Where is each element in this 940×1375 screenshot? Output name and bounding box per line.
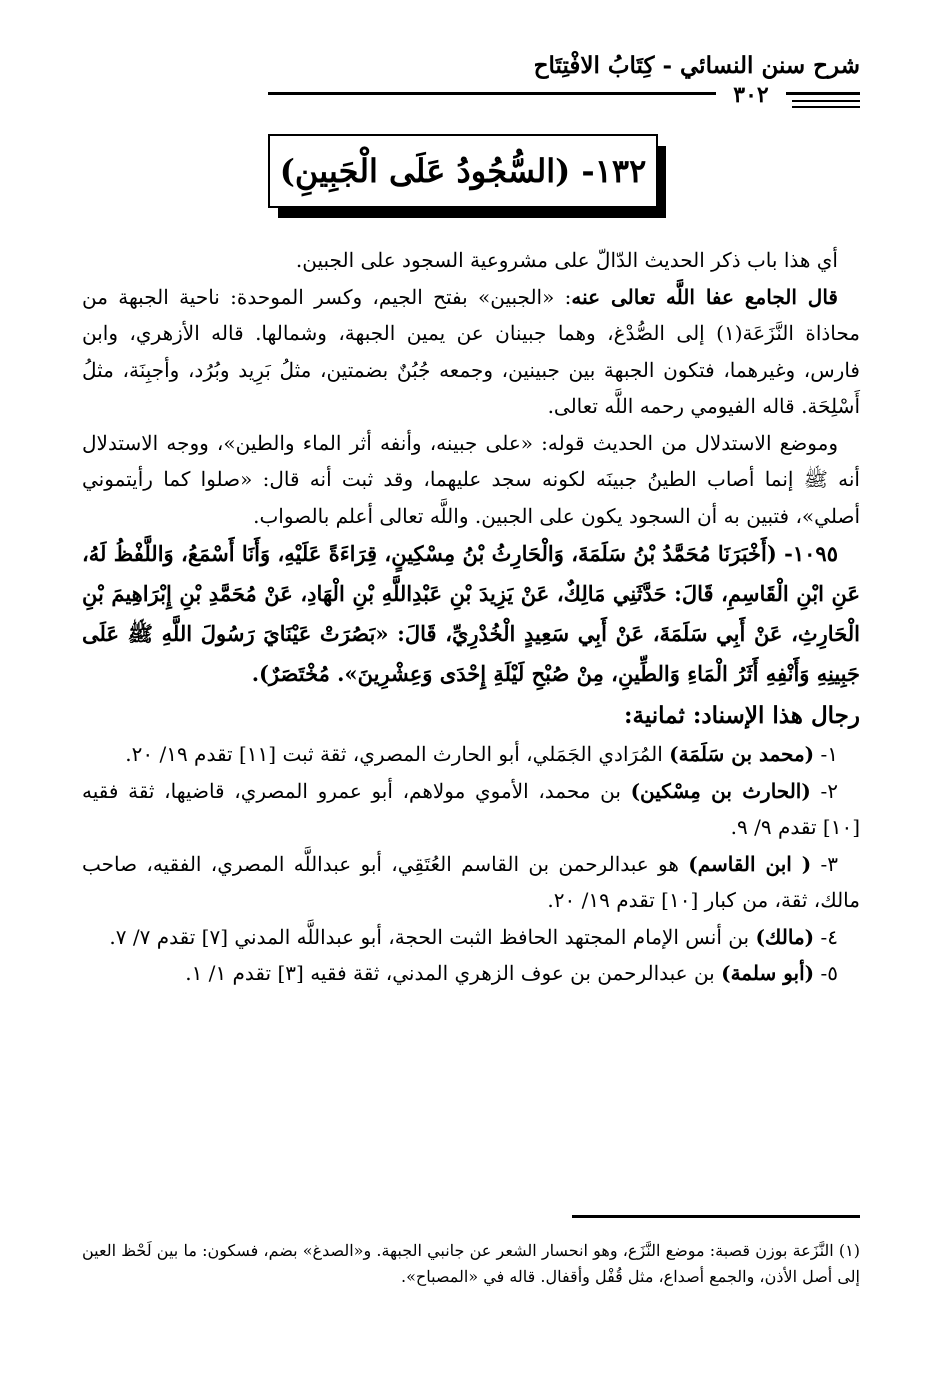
narrator-entry bbox=[82, 773, 860, 846]
hadith-text: ١٠٩٥- (أَخْبَرَنَا مُحَمَّدُ بْنُ سَلَمَةَ، وَالْحَارِثُ بْنُ مِسْكِينٍ، قِرَاءَةً عَلَيْهِ، وَأَنَا أَسْمَعُ، وَاللَّفْظُ لَهُ، عَنِ ابْنِ الْقَاسِمِ، قَالَ: حَدَّثَنِي مَالِكٌ، عَنْ يَزِيدَ بْنِ عَبْدِاللَّهِ بْنِ الْهَادِ، عَنْ مُحَمَّدِ بْنِ إِبْرَاهِيمَ بْنِ الْحَارِثِ، عَنْ أَبِي سَلَمَةَ، عَنْ أَبِي سَعِيدٍ الْخُدْرِيِّ، قَالَ: «بَصُرَتْ عَيْنَايَ رَسُولَ اللَّهِ ﷺ عَلَى جَبِينِهِ وَأَنْفِهِ أَثَرُ الْمَاءِ وَالطِّينِ، مِنْ صُبْحِ لَيْلَةِ إِحْدَى وَعِشْرِينَ». مُخْتَصَرٌ). bbox=[82, 541, 860, 686]
page-number: ٣٠٢ bbox=[716, 82, 786, 108]
narrator-details: المُرَادي الجَمَلي، أبو الحارث المصري، ثقة ثبت [١١] تقدم ١٩/ ٢٠. bbox=[125, 742, 670, 766]
narrator-name: (محمد بن سَلَمَة) bbox=[669, 742, 815, 766]
header-double-rule-bottom bbox=[792, 106, 860, 108]
explanation-paragraph bbox=[82, 279, 860, 425]
chapter-title: ١٣٢- (السُّجُودُ عَلَى الْجَبِينِ) bbox=[279, 152, 647, 190]
narrator-entry bbox=[82, 846, 860, 919]
narrator-number: ٣- bbox=[820, 851, 838, 876]
narrator-number: ١- bbox=[820, 742, 838, 766]
footnote: (١) النَّزَعة بوزن قصبة: موضع النَّزَع، وهو انحسار الشعر عن جانبي الجبهة. و«الصدغ» بضم، فسكون: ما بين لَحْظ العين إلى أصل الأذن، والجمع أصداع، مثل قُفْل وأقفال. قاله في «المصباح». bbox=[82, 1241, 860, 1286]
chapter-title-box bbox=[268, 134, 658, 208]
narrator-entry bbox=[82, 919, 860, 956]
main-text bbox=[82, 242, 860, 992]
running-header-title: شرح سنن النسائي - كِتَابُ الافْتِتَاح bbox=[533, 52, 860, 79]
narrator-details: بن عبدالرحمن بن عوف الزهري المدني، ثقة فقيه [٣] تقدم ١/ ١. bbox=[185, 961, 722, 985]
evidence-paragraph: وموضع الاستدلال من الحديث قوله: «على جبينه، وأنفه أثر الماء والطين»، ووجه الاستدلال أنه ﷺ إنما أصاب الطينُ جبينَه لكونه سجد عليهما، وقد ثبت أنه قال: «صلوا كما رأيتموني أصلي»، فتبين به أن السجود يكون على الجبين. واللَّه تعالى أعلم بالصواب. bbox=[82, 430, 860, 528]
narrator-details: هو عبدالرحمن بن القاسم العُتَقِي، أبو عبداللَّه المصري، الفقيه، صاحب مالك، ثقة، من كبار [١٠] تقدم ١٩/ ٢٠. bbox=[82, 851, 860, 912]
explanation-text: : «الجبين» بفتح الجيم، وكسر الموحدة: ناحية الجبهة من محاذاة النَّزَعَة(١) إلى الصُّدْغ، وهما جبينان عن يمين الجبهة، وشمالها. قاله الأزهري، وابن فارس، وغيرهما، فتكون الجبهة بين جبينين، وجمعه جُبُنٌ بضمتين، مثلُ بَرِيد وبُرُد، وأجبِنَة، مثلُ أَسْلِحَة. قاله الفيومي رحمه اللَّه تعالى. bbox=[82, 284, 860, 418]
author-lead: قال الجامع عفا اللَّه تعالى عنه bbox=[571, 284, 838, 309]
footnote-separator bbox=[572, 1215, 860, 1218]
narrator-number: ٤- bbox=[820, 924, 838, 949]
narrator-details: بن أنس الإمام المجتهد الحافظ الثبت الحجة، أبو عبداللَّه المدني [٧] تقدم ٧/ ٧. bbox=[109, 924, 756, 949]
narrator-name: (الحارث بن مِسْكين) bbox=[630, 778, 811, 803]
narrator-number: ٢- bbox=[820, 778, 838, 803]
intro-paragraph: أي هذا باب ذكر الحديث الدّالّ على مشروعية السجود على الجبين. bbox=[295, 248, 838, 272]
narrator-name: (مالك) bbox=[755, 924, 815, 949]
narrator-entry bbox=[82, 736, 860, 773]
narrator-name: ( ابن القاسم) bbox=[688, 851, 812, 876]
narrator-name: (أبو سلمة) bbox=[721, 961, 815, 985]
narrator-entry bbox=[82, 955, 860, 992]
rijal-heading: رجال هذا الإسناد: ثمانية: bbox=[624, 702, 860, 729]
narrator-details: بن محمد، الأموي مولاهم، أبو عمرو المصري، قاضيها، ثقة فقيه [١٠] تقدم ٩/ ٩. bbox=[82, 778, 860, 839]
narrator-number: ٥- bbox=[820, 961, 838, 985]
header-double-rule-top bbox=[792, 100, 860, 102]
